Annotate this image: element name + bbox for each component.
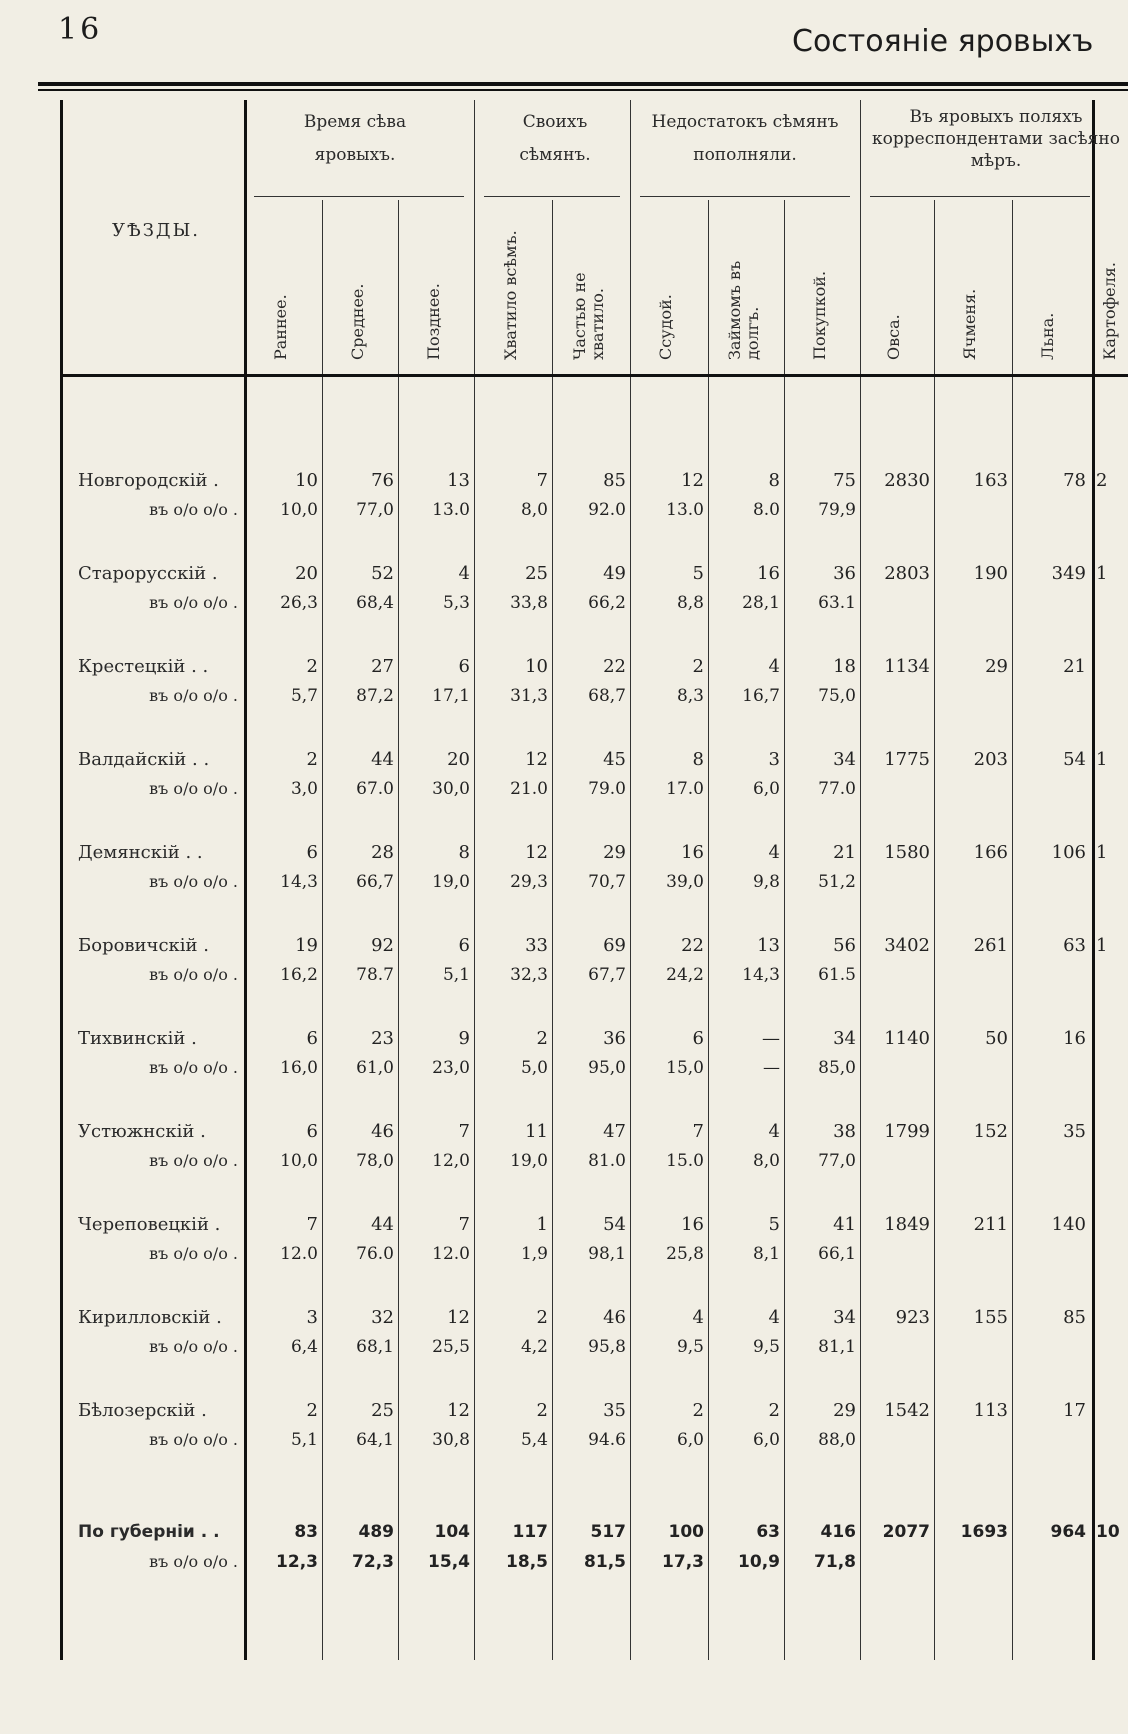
count-cell: 20: [295, 563, 318, 584]
top-rule: [38, 82, 1128, 86]
percent-cell: 25,8: [666, 1244, 704, 1264]
district-name: По губернiи . .: [78, 1522, 220, 1542]
percent-cell: 16,0: [280, 1058, 318, 1078]
percent-cell: 8.0: [752, 500, 780, 520]
percent-cell: 9,5: [676, 1337, 704, 1357]
count-cell: 211: [973, 1214, 1008, 1235]
count-cell: 12: [447, 1400, 470, 1421]
percent-cell: 23,0: [432, 1058, 470, 1078]
count-cell: 38: [833, 1121, 856, 1142]
count-cell: 10: [525, 656, 548, 677]
count-cell: 155: [973, 1307, 1008, 1328]
percent-cell: 81,5: [584, 1552, 626, 1572]
count-cell: 4: [768, 656, 780, 677]
percent-cell: 8,8: [676, 593, 704, 613]
count-cell: 16: [1063, 1028, 1086, 1049]
percent-cell: 68,4: [356, 593, 394, 613]
count-cell: 2: [768, 1400, 780, 1421]
percent-cell: 19,0: [510, 1151, 548, 1171]
count-cell: 29: [985, 656, 1008, 677]
count-cell: 13: [447, 470, 470, 491]
count-cell: 5: [692, 563, 704, 584]
percent-cell: 4,2: [520, 1337, 548, 1357]
percent-cell: 5,0: [520, 1058, 548, 1078]
percent-cell: 9,8: [752, 872, 780, 892]
percent-cell: 85,0: [818, 1058, 856, 1078]
percent-cell: 98,1: [588, 1244, 626, 1264]
count-cell: 6: [306, 1121, 318, 1142]
count-cell: 11: [525, 1121, 548, 1142]
percent-cell: 12.0: [432, 1244, 470, 1264]
percent-cell: 61,0: [356, 1058, 394, 1078]
count-cell: 54: [1063, 749, 1086, 770]
count-cell: 166: [973, 842, 1008, 863]
group-underline: [484, 196, 620, 197]
percent-label: въ о/о о/о .: [149, 500, 238, 519]
district-name: Тихвинскiй .: [78, 1028, 197, 1049]
percent-cell: 77,0: [356, 500, 394, 520]
count-cell: 1: [1096, 749, 1108, 770]
count-cell: 2830: [884, 470, 930, 491]
count-cell: 2: [536, 1307, 548, 1328]
percent-cell: 10,0: [280, 1151, 318, 1171]
percent-cell: 67.0: [356, 779, 394, 799]
district-name: Крестецкiй . .: [78, 656, 209, 677]
count-cell: 8: [768, 470, 780, 491]
percent-cell: 79.0: [588, 779, 626, 799]
count-cell: 7: [692, 1121, 704, 1142]
count-cell: 3402: [884, 935, 930, 956]
count-cell: 45: [603, 749, 626, 770]
count-cell: 12: [447, 1307, 470, 1328]
count-cell: 29: [833, 1400, 856, 1421]
column-header-flax: Льна.: [1038, 312, 1057, 360]
count-cell: 5: [768, 1214, 780, 1235]
district-name: Кирилловскiй .: [78, 1307, 222, 1328]
percent-cell: 66,1: [818, 1244, 856, 1264]
percent-cell: 14,3: [280, 872, 318, 892]
count-cell: 35: [1063, 1121, 1086, 1142]
percent-cell: 88,0: [818, 1430, 856, 1450]
column-header-early: Раннее.: [271, 294, 290, 360]
percent-cell: 10,0: [280, 500, 318, 520]
group-underline: [254, 196, 464, 197]
count-cell: 7: [458, 1214, 470, 1235]
count-cell: 2: [1096, 470, 1108, 491]
count-cell: —: [762, 1028, 780, 1049]
count-cell: 4: [692, 1307, 704, 1328]
count-cell: 41: [833, 1214, 856, 1235]
count-cell: 1: [1096, 842, 1108, 863]
percent-cell: —: [763, 1058, 780, 1078]
district-name: Боровичскiй .: [78, 935, 209, 956]
percent-cell: 79,9: [818, 500, 856, 520]
column-header-partly-not-enough: Частью не хватило.: [570, 272, 607, 360]
group-sep-3: [860, 100, 861, 1660]
percent-cell: 71,8: [814, 1552, 856, 1572]
count-cell: 25: [371, 1400, 394, 1421]
group-header-seed-shortage: Недостатокъ сѣмянъ пополняли.: [651, 112, 839, 165]
count-cell: 83: [294, 1522, 318, 1542]
uezdy-header: УѢЗДЫ.: [112, 220, 200, 241]
column-header-loan: Ссудой.: [656, 294, 675, 360]
percent-cell: 15,0: [666, 1058, 704, 1078]
percent-cell: 5,4: [520, 1430, 548, 1450]
percent-cell: 92.0: [588, 500, 626, 520]
percent-cell: 87,2: [356, 686, 394, 706]
count-cell: 6: [458, 656, 470, 677]
count-cell: 2: [306, 1400, 318, 1421]
percent-label: въ о/о о/о .: [149, 1058, 238, 1077]
group-header-own-seeds: Своихъ сѣмянъ.: [519, 112, 591, 165]
count-cell: 23: [371, 1028, 394, 1049]
column-header-potato: Картофеля.: [1100, 262, 1119, 360]
count-cell: 4: [458, 563, 470, 584]
count-cell: 12: [525, 749, 548, 770]
count-cell: 16: [681, 1214, 704, 1235]
district-name: Череповецкiй .: [78, 1214, 221, 1235]
percent-label: въ о/о о/о .: [149, 779, 238, 798]
count-cell: 113: [973, 1400, 1008, 1421]
percent-label: въ о/о о/о .: [149, 1552, 238, 1571]
count-cell: 7: [458, 1121, 470, 1142]
count-cell: 6: [692, 1028, 704, 1049]
count-cell: 152: [973, 1121, 1008, 1142]
count-cell: 2: [536, 1028, 548, 1049]
count-cell: 6: [306, 1028, 318, 1049]
count-cell: 9: [458, 1028, 470, 1049]
percent-cell: 67,7: [588, 965, 626, 985]
district-name: Старорусскiй .: [78, 563, 218, 584]
percent-cell: 61.5: [818, 965, 856, 985]
count-cell: 63: [756, 1522, 780, 1542]
percent-cell: 6,0: [676, 1430, 704, 1450]
count-cell: 76: [371, 470, 394, 491]
count-cell: 46: [371, 1121, 394, 1142]
count-cell: 63: [1063, 935, 1086, 956]
count-cell: 2803: [884, 563, 930, 584]
percent-cell: 25,5: [432, 1337, 470, 1357]
percent-cell: 70,7: [588, 872, 626, 892]
count-cell: 85: [603, 470, 626, 491]
count-cell: 69: [603, 935, 626, 956]
count-cell: 140: [1051, 1214, 1086, 1235]
count-cell: 3: [306, 1307, 318, 1328]
percent-cell: 9,5: [752, 1337, 780, 1357]
count-cell: 16: [757, 563, 780, 584]
count-cell: 163: [973, 470, 1008, 491]
district-name: Бѣлозерскiй .: [78, 1400, 207, 1421]
percent-cell: 16,7: [742, 686, 780, 706]
page-number: 16: [58, 12, 103, 47]
count-cell: 964: [1050, 1522, 1086, 1542]
percent-cell: 81,1: [818, 1337, 856, 1357]
count-cell: 923: [895, 1307, 930, 1328]
percent-cell: 8,0: [520, 500, 548, 520]
percent-cell: 66,2: [588, 593, 626, 613]
count-cell: 75: [833, 470, 856, 491]
header-bottom-rule: [62, 374, 1128, 377]
count-cell: 34: [833, 1028, 856, 1049]
count-cell: 36: [833, 563, 856, 584]
column-header-late: Позднее.: [424, 283, 443, 360]
count-cell: 22: [603, 656, 626, 677]
percent-cell: 17,3: [662, 1552, 704, 1572]
percent-cell: 8,1: [752, 1244, 780, 1264]
group-underline: [640, 196, 850, 197]
count-cell: 6: [458, 935, 470, 956]
count-cell: 28: [371, 842, 394, 863]
percent-label: въ о/о о/о .: [149, 1151, 238, 1170]
percent-cell: 81.0: [588, 1151, 626, 1171]
count-cell: 1: [1096, 935, 1108, 956]
percent-cell: 19,0: [432, 872, 470, 892]
percent-cell: 12,0: [432, 1151, 470, 1171]
right-column-border: [1092, 100, 1095, 1660]
count-cell: 44: [371, 1214, 394, 1235]
percent-cell: 5,1: [290, 1430, 318, 1450]
count-cell: 2: [306, 749, 318, 770]
percent-cell: 33,8: [510, 593, 548, 613]
count-cell: 29: [603, 842, 626, 863]
count-cell: 2: [692, 1400, 704, 1421]
count-cell: 13: [757, 935, 780, 956]
district-name: Новгородскiй .: [78, 470, 219, 491]
count-cell: 104: [434, 1522, 470, 1542]
count-cell: 4: [768, 1307, 780, 1328]
count-cell: 1849: [884, 1214, 930, 1235]
percent-cell: 51,2: [818, 872, 856, 892]
table-left-border: [60, 100, 63, 1660]
count-cell: 106: [1051, 842, 1086, 863]
percent-cell: 64,1: [356, 1430, 394, 1450]
percent-cell: 68,1: [356, 1337, 394, 1357]
percent-cell: 3,0: [290, 779, 318, 799]
count-cell: 1799: [884, 1121, 930, 1142]
percent-cell: 1,9: [520, 1244, 548, 1264]
count-cell: 22: [681, 935, 704, 956]
percent-cell: 8,0: [752, 1151, 780, 1171]
count-cell: 4: [768, 1121, 780, 1142]
count-cell: 1: [536, 1214, 548, 1235]
count-cell: 32: [371, 1307, 394, 1328]
percent-cell: 21.0: [510, 779, 548, 799]
count-cell: 44: [371, 749, 394, 770]
count-cell: 34: [833, 749, 856, 770]
count-cell: 2: [692, 656, 704, 677]
percent-label: въ о/о о/о .: [149, 1244, 238, 1263]
percent-cell: 14,3: [742, 965, 780, 985]
percent-cell: 24,2: [666, 965, 704, 985]
percent-cell: 29,3: [510, 872, 548, 892]
count-cell: 47: [603, 1121, 626, 1142]
count-cell: 50: [985, 1028, 1008, 1049]
percent-cell: 17,1: [432, 686, 470, 706]
percent-label: въ о/о о/о .: [149, 1430, 238, 1449]
count-cell: 8: [458, 842, 470, 863]
count-cell: 4: [768, 842, 780, 863]
count-cell: 10: [295, 470, 318, 491]
percent-label: въ о/о о/о .: [149, 593, 238, 612]
percent-cell: 12,3: [276, 1552, 318, 1572]
column-header-purchase: Покупкой.: [810, 270, 829, 360]
count-cell: 85: [1063, 1307, 1086, 1328]
percent-cell: 15.0: [666, 1151, 704, 1171]
percent-cell: 78,0: [356, 1151, 394, 1171]
running-title: Состоянiе яровыхъ: [792, 24, 1094, 59]
percent-cell: 63.1: [818, 593, 856, 613]
count-cell: 17: [1063, 1400, 1086, 1421]
count-cell: 16: [681, 842, 704, 863]
percent-label: въ о/о о/о .: [149, 686, 238, 705]
col-sep: [934, 200, 935, 1660]
count-cell: 349: [1051, 563, 1086, 584]
percent-cell: 13.0: [666, 500, 704, 520]
count-cell: 190: [973, 563, 1008, 584]
count-cell: 1580: [884, 842, 930, 863]
percent-label: въ о/о о/о .: [149, 1337, 238, 1356]
percent-cell: 6,4: [290, 1337, 318, 1357]
col-sep: [1012, 200, 1013, 1660]
count-cell: 2077: [882, 1522, 930, 1542]
percent-cell: 72,3: [352, 1552, 394, 1572]
percent-cell: 75,0: [818, 686, 856, 706]
percent-label: въ о/о о/о .: [149, 965, 238, 984]
count-cell: 100: [668, 1522, 704, 1542]
count-cell: 21: [833, 842, 856, 863]
percent-cell: 8,3: [676, 686, 704, 706]
count-cell: 49: [603, 563, 626, 584]
percent-cell: 95,0: [588, 1058, 626, 1078]
percent-cell: 32,3: [510, 965, 548, 985]
percent-cell: 66,7: [356, 872, 394, 892]
count-cell: 489: [358, 1522, 394, 1542]
count-cell: 7: [536, 470, 548, 491]
count-cell: 203: [973, 749, 1008, 770]
count-cell: 261: [973, 935, 1008, 956]
column-header-middle: Среднее.: [348, 283, 367, 360]
group-header-sown-measures: Въ яровыхъ поляхъ корреспондентами засѣяно мѣръ.: [872, 107, 1120, 171]
percent-cell: 30,0: [432, 779, 470, 799]
count-cell: 12: [681, 470, 704, 491]
count-cell: 27: [371, 656, 394, 677]
percent-cell: 95,8: [588, 1337, 626, 1357]
percent-cell: 31,3: [510, 686, 548, 706]
count-cell: 34: [833, 1307, 856, 1328]
count-cell: 78: [1063, 470, 1086, 491]
count-cell: 2: [306, 656, 318, 677]
percent-cell: 5,7: [290, 686, 318, 706]
percent-cell: 15,4: [428, 1552, 470, 1572]
percent-cell: 5,3: [442, 593, 470, 613]
count-cell: 7: [306, 1214, 318, 1235]
count-cell: 1775: [884, 749, 930, 770]
percent-cell: 94.6: [588, 1430, 626, 1450]
percent-cell: 30,8: [432, 1430, 470, 1450]
column-header-barley: Ячменя.: [960, 288, 979, 360]
percent-cell: 77.0: [818, 779, 856, 799]
district-name: Демянскiй . .: [78, 842, 203, 863]
count-cell: 416: [820, 1522, 856, 1542]
percent-cell: 18,5: [506, 1552, 548, 1572]
count-cell: 19: [295, 935, 318, 956]
count-cell: 10: [1096, 1522, 1120, 1542]
count-cell: 2: [536, 1400, 548, 1421]
column-header-oats: Овса.: [884, 314, 903, 360]
count-cell: 25: [525, 563, 548, 584]
top-rule-thin: [38, 89, 1128, 91]
percent-cell: 6,0: [752, 1430, 780, 1450]
count-cell: 33: [525, 935, 548, 956]
percent-cell: 16,2: [280, 965, 318, 985]
count-cell: 8: [692, 749, 704, 770]
count-cell: 517: [590, 1522, 626, 1542]
percent-cell: 12.0: [280, 1244, 318, 1264]
percent-cell: 76.0: [356, 1244, 394, 1264]
percent-label: въ о/о о/о .: [149, 872, 238, 891]
column-header-enough: Хватило всѣмъ.: [501, 230, 520, 360]
percent-cell: 68,7: [588, 686, 626, 706]
percent-cell: 13.0: [432, 500, 470, 520]
district-name: Устюжнскiй .: [78, 1121, 206, 1142]
count-cell: 54: [603, 1214, 626, 1235]
count-cell: 12: [525, 842, 548, 863]
percent-cell: 5,1: [442, 965, 470, 985]
percent-cell: 78.7: [356, 965, 394, 985]
count-cell: 35: [603, 1400, 626, 1421]
group-underline: [870, 196, 1090, 197]
count-cell: 20: [447, 749, 470, 770]
percent-cell: 26,3: [280, 593, 318, 613]
percent-cell: 28,1: [742, 593, 780, 613]
count-cell: 52: [371, 563, 394, 584]
percent-cell: 39,0: [666, 872, 704, 892]
district-name: Валдайскiй . .: [78, 749, 210, 770]
count-cell: 21: [1063, 656, 1086, 677]
count-cell: 1140: [884, 1028, 930, 1049]
count-cell: 92: [371, 935, 394, 956]
count-cell: 1: [1096, 563, 1108, 584]
count-cell: 1542: [884, 1400, 930, 1421]
count-cell: 117: [512, 1522, 548, 1542]
count-cell: 1693: [960, 1522, 1008, 1542]
group-header-sowing-time: Время сѣва яровыхъ.: [303, 112, 407, 165]
percent-cell: 10,9: [738, 1552, 780, 1572]
percent-cell: 17.0: [666, 779, 704, 799]
percent-cell: 6,0: [752, 779, 780, 799]
count-cell: 6: [306, 842, 318, 863]
count-cell: 46: [603, 1307, 626, 1328]
count-cell: 3: [768, 749, 780, 770]
percent-cell: 77,0: [818, 1151, 856, 1171]
column-header-debt: Займомъ въ долгъ.: [725, 260, 762, 360]
count-cell: 56: [833, 935, 856, 956]
count-cell: 18: [833, 656, 856, 677]
count-cell: 1134: [884, 656, 930, 677]
count-cell: 36: [603, 1028, 626, 1049]
